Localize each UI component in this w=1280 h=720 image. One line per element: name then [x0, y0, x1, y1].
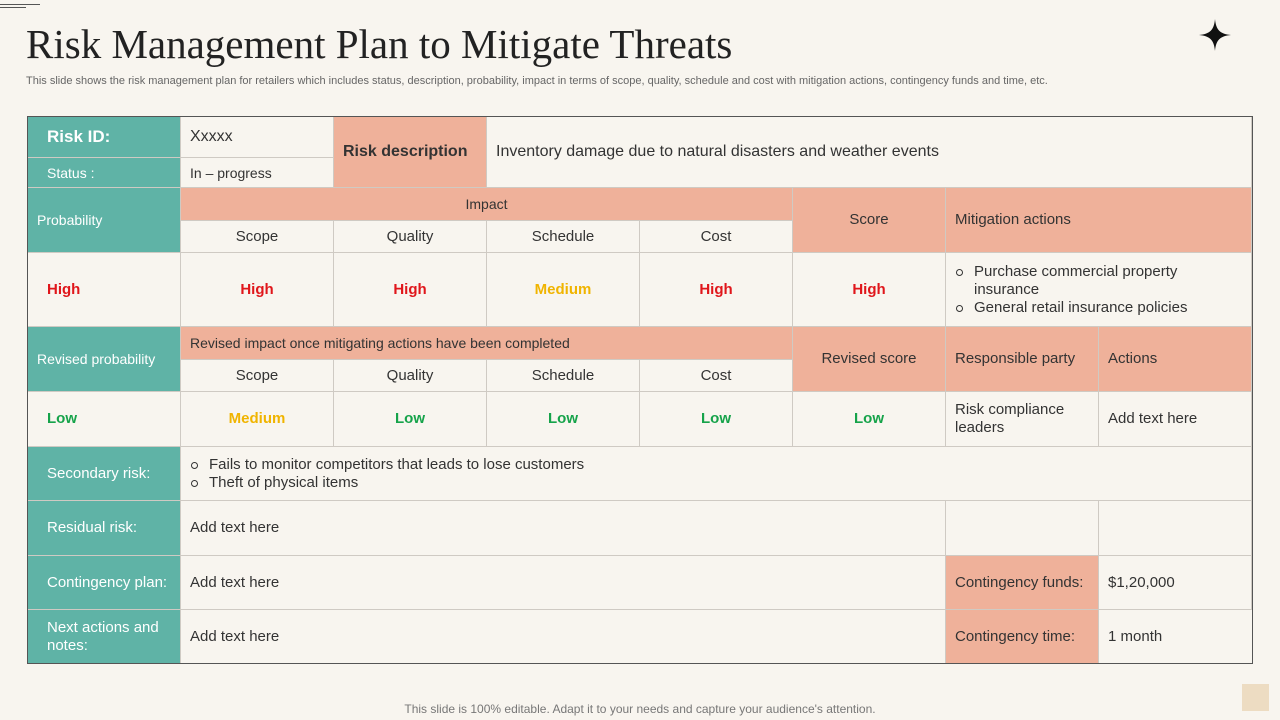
residual-risk-empty-cell	[946, 501, 1099, 556]
revised-probability-value: Low	[28, 392, 181, 447]
impact-col-scope: Scope	[181, 221, 334, 253]
revised-scope-value: Medium	[181, 392, 334, 447]
revised-col-quality: Quality	[334, 360, 487, 392]
revised-probability-label: Revised probability	[28, 327, 181, 392]
contingency-time-value[interactable]: 1 month	[1108, 627, 1163, 645]
revised-col-cost: Cost	[640, 360, 793, 392]
risk-description-value[interactable]: Inventory damage due to natural disasters and weather events	[487, 117, 1252, 188]
residual-risk-value[interactable]: Add text here	[181, 501, 946, 556]
impact-header: Impact	[181, 188, 793, 221]
sparkle-icon	[1199, 19, 1231, 51]
footer-note: This slide is 100% editable. Adapt it to your needs and capture your audience's attention.	[404, 702, 876, 716]
revised-schedule-value: Low	[487, 392, 640, 447]
mitigation-actions-list	[946, 253, 1252, 327]
page-subtitle: This slide shows the risk management plan for retailers which includes status, description, probability, impact in terms of scope, quality, schedule and cost with mitigation actions, contingency funds and time, etc.	[26, 75, 1048, 87]
contingency-plan-value[interactable]: Add text here	[181, 556, 946, 610]
list-item: Fails to monitor competitors that leads to lose customers	[190, 456, 584, 474]
actions-header: Actions	[1099, 327, 1252, 392]
list-item: Purchase commercial property insurance	[955, 263, 1242, 299]
revised-cost-value: Low	[640, 392, 793, 447]
revised-col-scope: Scope	[181, 360, 334, 392]
risk-plan-table	[27, 116, 1253, 664]
responsible-party-header: Responsible party	[946, 327, 1099, 392]
impact-quality-value: High	[334, 253, 487, 327]
risk-id-label: Risk ID:	[28, 117, 181, 158]
mitigation-actions-header: Mitigation actions	[946, 188, 1252, 253]
revised-impact-header: Revised impact once mitigating actions have been completed	[181, 327, 793, 360]
page-title: Risk Management Plan to Mitigate Threats	[26, 21, 733, 67]
secondary-risk-label: Secondary risk:	[28, 447, 181, 501]
contingency-time-label: Contingency time:	[946, 610, 1099, 663]
probability-label: Probability	[28, 188, 181, 253]
actions-value[interactable]: Add text here	[1099, 392, 1252, 447]
score-value: High	[793, 253, 946, 327]
contingency-funds-label: Contingency funds:	[946, 556, 1099, 610]
corner-decoration	[0, 4, 40, 10]
secondary-risk-list	[181, 447, 1252, 501]
impact-scope-value: High	[181, 253, 334, 327]
contingency-funds-value[interactable]: $1,20,000	[1099, 556, 1252, 610]
status-label: Status :	[28, 158, 181, 188]
impact-cost-value: High	[640, 253, 793, 327]
revised-quality-value: Low	[334, 392, 487, 447]
impact-col-quality: Quality	[334, 221, 487, 253]
revised-score-header: Revised score	[793, 327, 946, 392]
residual-risk-label: Residual risk:	[28, 501, 181, 556]
impact-col-cost: Cost	[640, 221, 793, 253]
list-item: General retail insurance policies	[955, 299, 1242, 317]
score-header: Score	[793, 188, 946, 253]
impact-schedule-value: Medium	[487, 253, 640, 327]
next-actions-value[interactable]: Add text here	[181, 610, 946, 663]
contingency-plan-label: Contingency plan:	[28, 556, 181, 610]
impact-col-schedule: Schedule	[487, 221, 640, 253]
status-value[interactable]: In – progress	[181, 158, 334, 188]
residual-risk-empty-cell	[1099, 501, 1252, 556]
risk-id-value[interactable]: Xxxxx	[181, 117, 334, 158]
responsible-party-value[interactable]: Risk compliance leaders	[946, 392, 1099, 447]
next-actions-label: Next actions and notes:	[28, 610, 181, 663]
list-item: Theft of physical items	[190, 474, 584, 492]
revised-score-value: Low	[793, 392, 946, 447]
revised-col-schedule: Schedule	[487, 360, 640, 392]
probability-value: High	[28, 253, 181, 327]
risk-description-label: Risk description	[334, 117, 487, 188]
corner-square	[1242, 684, 1269, 711]
